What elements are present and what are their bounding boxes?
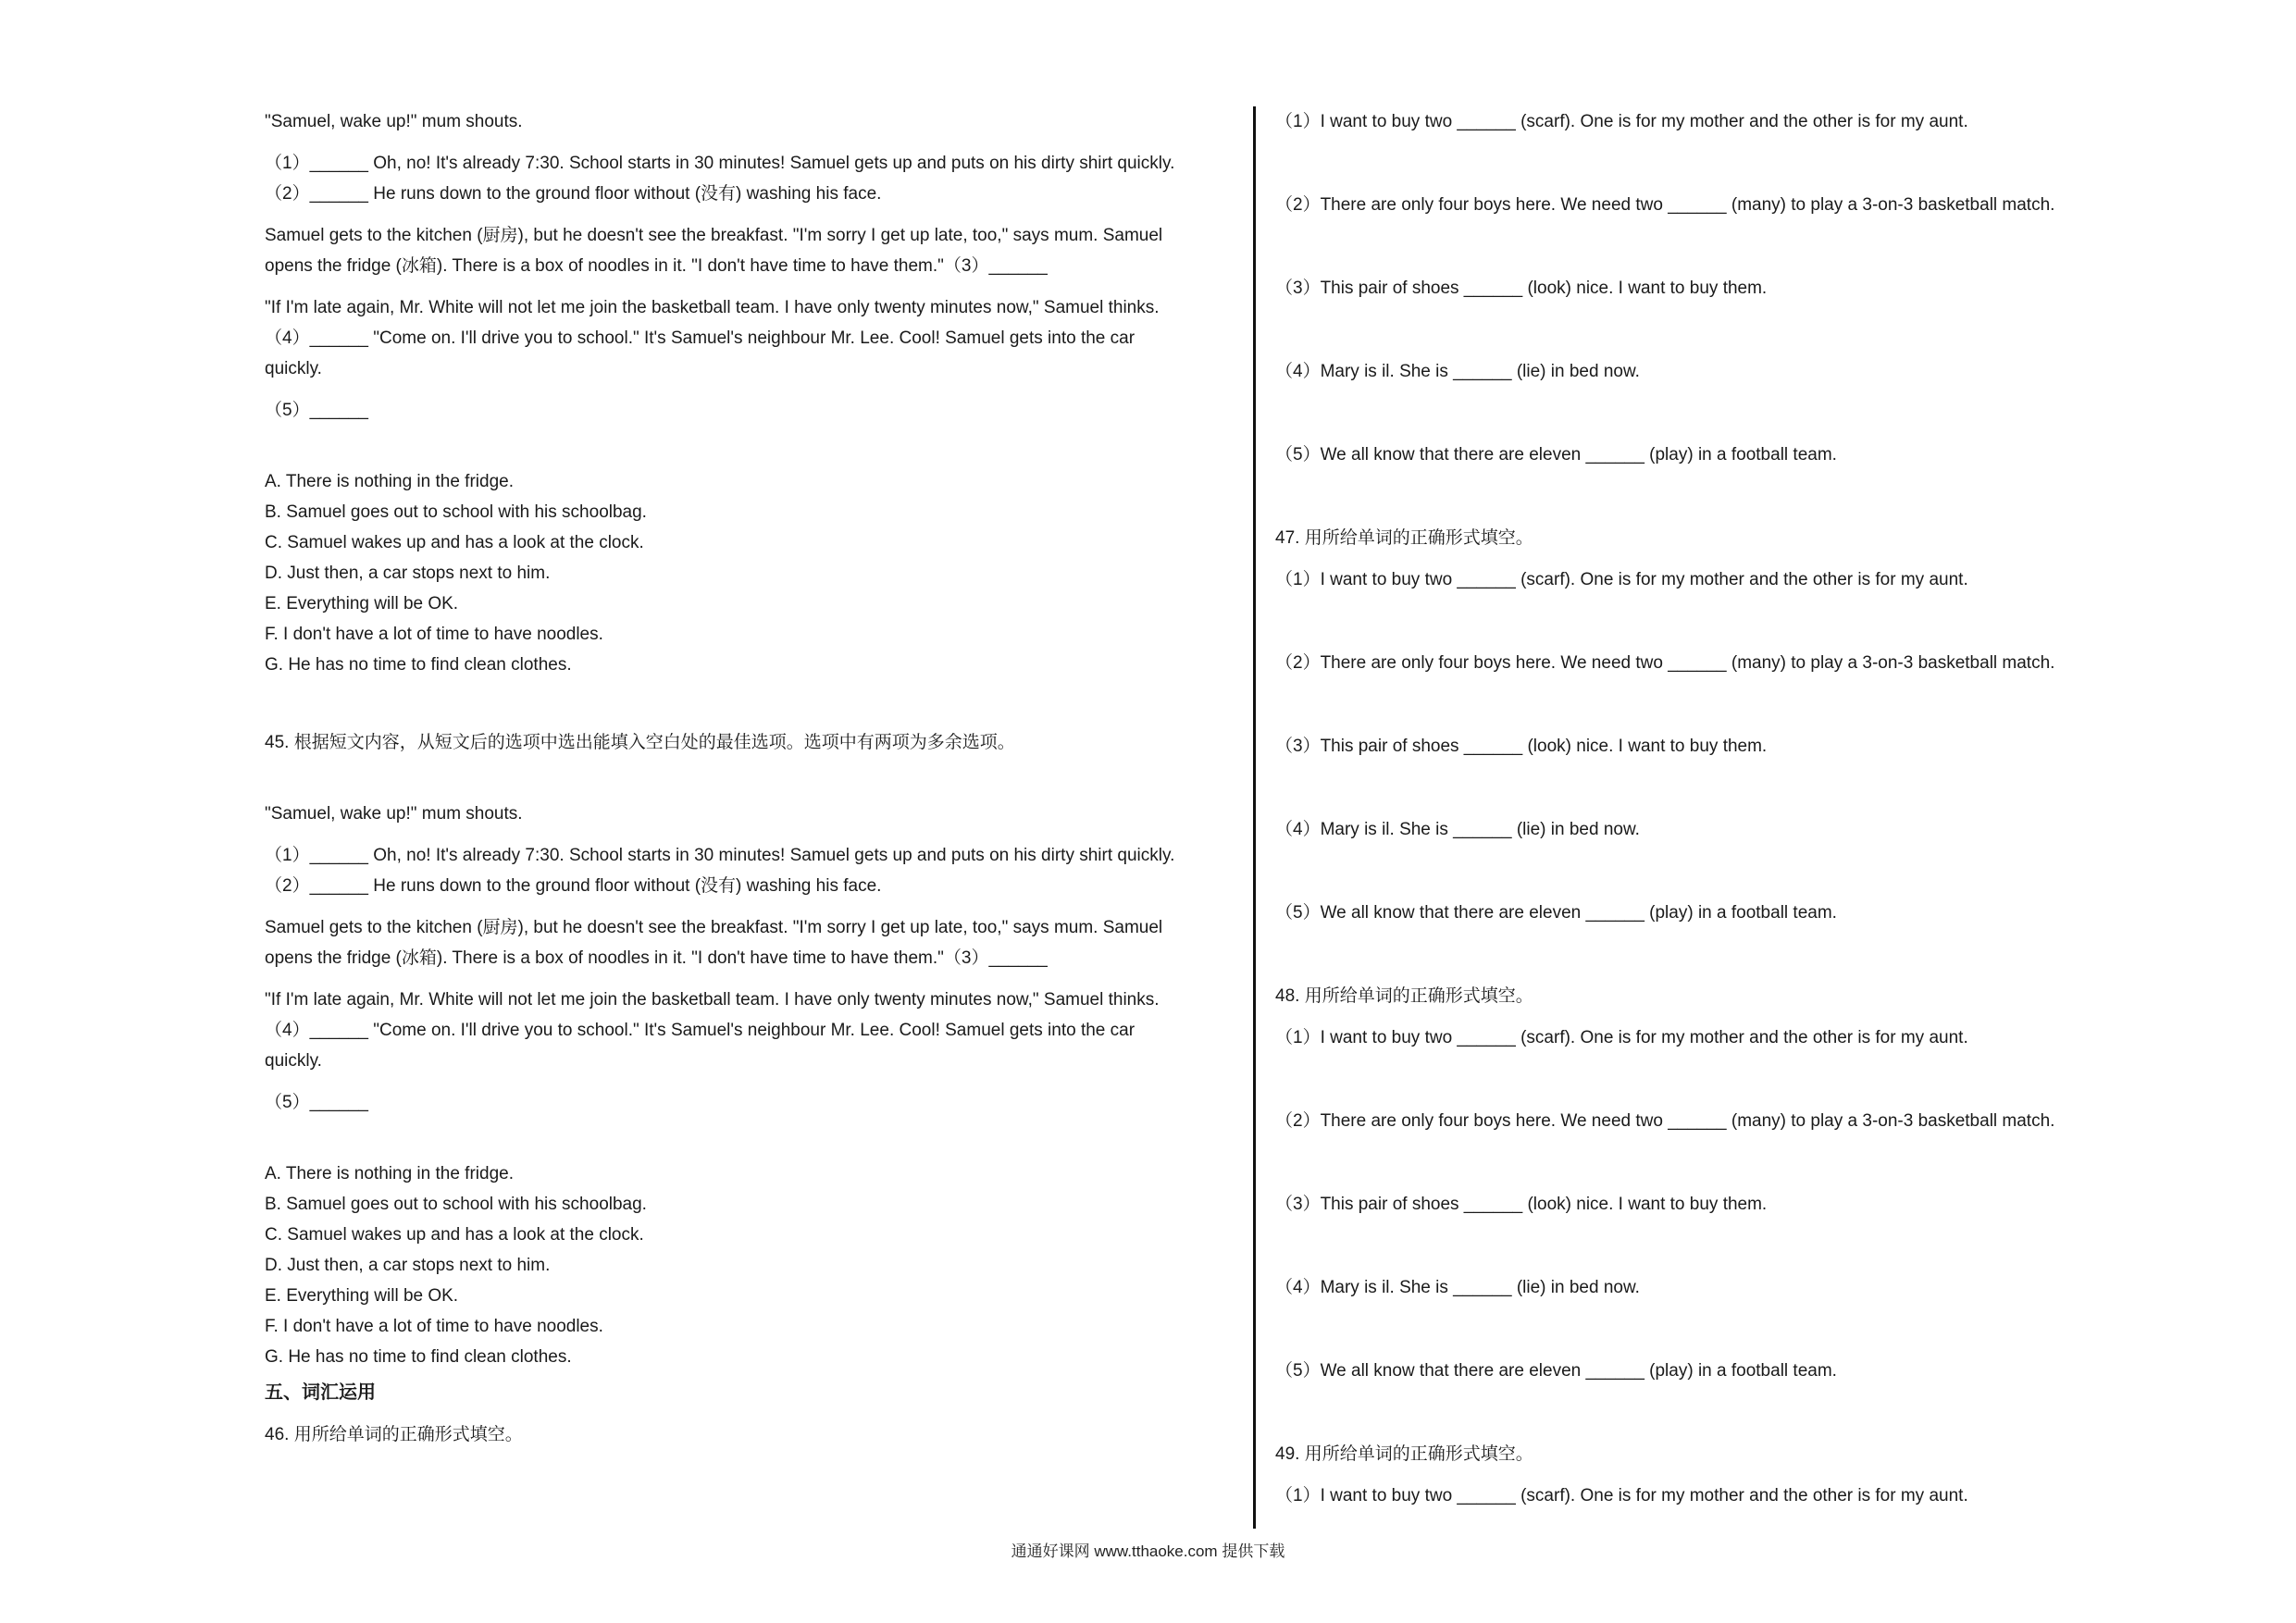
passage-line-4b: （4）______ "Come on. I'll drive you to school." It's Samuel's neighbour Mr. Lee. Cool! Samuel gets into the car [265, 1021, 1136, 1040]
vocab-item-1: （1）I want to buy two ______ (scarf). One is for my mother and the other is for my aunt. [1275, 1028, 1968, 1047]
option-d: D. Just then, a car stops next to him. [265, 1256, 551, 1275]
passage-line-4b: （4）______ "Come on. I'll drive you to school." It's Samuel's neighbour Mr. Lee. Cool! Samuel gets into the car [265, 328, 1136, 348]
passage-line-3a: Samuel gets to the kitchen (厨房), but he doesn't see the breakfast. "I'm sorry I get up late, too," says mum. Samuel [265, 918, 1163, 937]
passage-line-1: （1）______ Oh, no! It's already 7:30. School starts in 30 minutes! Samuel gets up and puts on his dirty shirt quickly. [265, 846, 1175, 865]
passage-line-4c: quickly. [265, 359, 322, 378]
option-f: F. I don't have a lot of time to have noodles. [265, 625, 603, 644]
passage-line-3b: opens the fridge (冰箱). There is a box of noodles in it. "I don't have time to have them."（3）______ [265, 948, 1048, 968]
vocab-item-4: （4）Mary is il. She is ______ (lie) in bed now. [1275, 362, 1640, 381]
question-49-title: 49. 用所给单词的正确形式填空。 [1275, 1444, 1533, 1464]
right-column [1275, 106, 2201, 1511]
passage-intro: "Samuel, wake up!" mum shouts. [265, 804, 523, 824]
left-column [265, 106, 1246, 1450]
question-46-title: 46. 用所给单词的正确形式填空。 [265, 1425, 523, 1444]
option-a: A. There is nothing in the fridge. [265, 1164, 514, 1183]
vocab-item-1: （1）I want to buy two ______ (scarf). One is for my mother and the other is for my aunt. [1275, 570, 1968, 589]
vocab-item-2: （2）There are only four boys here. We need two ______ (many) to play a 3-on-3 basketball match. [1275, 195, 2055, 215]
passage-line-4a: "If I'm late again, Mr. White will not let me join the basketball team. I have only twenty minutes now," Samuel thinks. [265, 298, 1160, 317]
question-45-title: 45. 根据短文内容，从短文后的选项中选出能填入空白处的最佳选项。选项中有两项为多余选项。 [265, 733, 1015, 752]
option-g: G. He has no time to find clean clothes. [265, 1347, 572, 1367]
option-d: D. Just then, a car stops next to him. [265, 564, 551, 583]
passage-line-4a: "If I'm late again, Mr. White will not let me join the basketball team. I have only twenty minutes now," Samuel thinks. [265, 990, 1160, 1010]
vocab-item-3: （3）This pair of shoes ______ (look) nice. I want to buy them. [1275, 279, 1768, 298]
passage-line-5: （5）______ [265, 1093, 368, 1112]
vocab-item-5: （5）We all know that there are eleven ______ (play) in a football team. [1275, 445, 1837, 465]
vocab-item-5: （5）We all know that there are eleven ______ (play) in a football team. [1275, 903, 1837, 923]
passage-line-5: （5）______ [265, 401, 368, 420]
column-divider [1253, 106, 1256, 1529]
section-5-heading: 五、词汇运用 [265, 1382, 376, 1403]
option-b: B. Samuel goes out to school with his schoolbag. [265, 502, 647, 522]
option-c: C. Samuel wakes up and has a look at the clock. [265, 1225, 644, 1245]
passage-line-3b: opens the fridge (冰箱). There is a box of noodles in it. "I don't have time to have them."（3）______ [265, 256, 1048, 276]
vocab-item-2: （2）There are only four boys here. We need two ______ (many) to play a 3-on-3 basketball match. [1275, 1111, 2055, 1131]
passage-intro: "Samuel, wake up!" mum shouts. [265, 112, 523, 131]
vocab-item-2: （2）There are only four boys here. We need two ______ (many) to play a 3-on-3 basketball match. [1275, 653, 2055, 673]
vocab-item-1: （1）I want to buy two ______ (scarf). One is for my mother and the other is for my aunt. [1275, 112, 1968, 131]
option-c: C. Samuel wakes up and has a look at the clock. [265, 533, 644, 552]
question-47-title: 47. 用所给单词的正确形式填空。 [1275, 528, 1533, 548]
passage-line-2: （2）______ He runs down to the ground floor without (没有) washing his face. [265, 876, 882, 896]
option-g: G. He has no time to find clean clothes. [265, 655, 572, 675]
passage-line-3a: Samuel gets to the kitchen (厨房), but he doesn't see the breakfast. "I'm sorry I get up late, too," says mum. Samuel [265, 226, 1163, 245]
question-48-title: 48. 用所给单词的正确形式填空。 [1275, 986, 1533, 1006]
option-e: E. Everything will be OK. [265, 1286, 459, 1306]
option-e: E. Everything will be OK. [265, 594, 459, 613]
vocab-item-4: （4）Mary is il. She is ______ (lie) in bed now. [1275, 820, 1640, 839]
option-a: A. There is nothing in the fridge. [265, 472, 514, 491]
option-f: F. I don't have a lot of time to have noodles. [265, 1317, 603, 1336]
option-b: B. Samuel goes out to school with his schoolbag. [265, 1195, 647, 1214]
passage-line-2: （2）______ He runs down to the ground floor without (没有) washing his face. [265, 184, 882, 204]
page-footer: 通通好课网 www.tthaoke.com 提供下载 [1011, 1542, 1285, 1560]
passage-line-1: （1）______ Oh, no! It's already 7:30. School starts in 30 minutes! Samuel gets up and puts on his dirty shirt quickly. [265, 154, 1175, 173]
vocab-item-4: （4）Mary is il. She is ______ (lie) in bed now. [1275, 1278, 1640, 1297]
vocab-item-5: （5）We all know that there are eleven ______ (play) in a football team. [1275, 1361, 1837, 1381]
vocab-item-3: （3）This pair of shoes ______ (look) nice. I want to buy them. [1275, 1195, 1768, 1214]
vocab-item-1: （1）I want to buy two ______ (scarf). One is for my mother and the other is for my aunt. [1275, 1486, 1968, 1505]
vocab-item-3: （3）This pair of shoes ______ (look) nice. I want to buy them. [1275, 737, 1768, 756]
passage-line-4c: quickly. [265, 1051, 322, 1071]
